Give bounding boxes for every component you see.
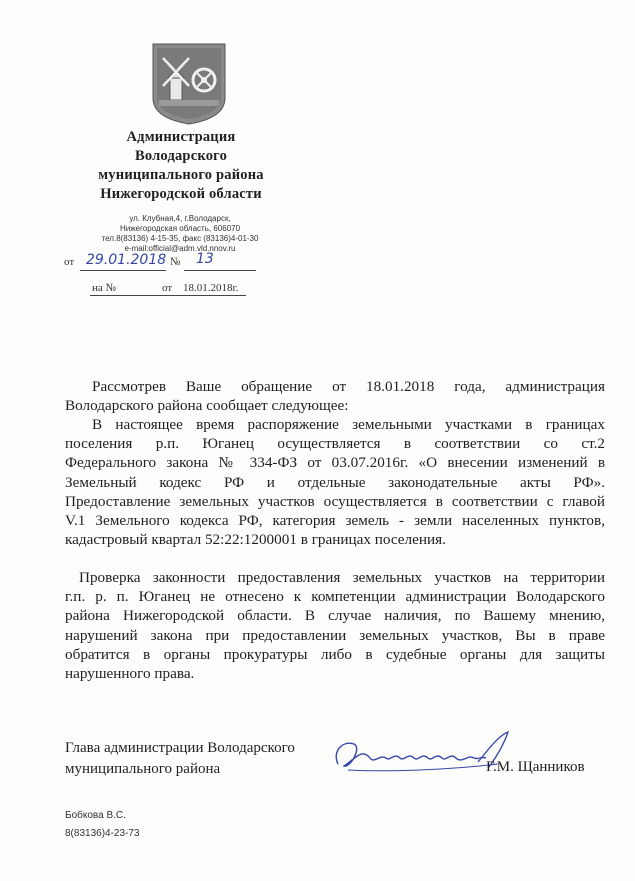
paragraph-line: Федерального закона № 334-ФЗ от 03.07.2016г. «О внесении изменений в xyxy=(65,454,605,472)
signatory-name: Г.М. Щанников xyxy=(486,759,585,775)
address-line-1: ул. Клубная,4, г.Володарск, xyxy=(129,214,231,223)
paragraph-line: района Нижегородской области. В случае наличия, по Вашему мнению, xyxy=(65,607,605,625)
paragraph-line: кадастровый квартал 52:22:1200001 в границах поселения. xyxy=(65,531,446,549)
paragraph-1 xyxy=(65,377,605,415)
org-name-line-4: Нижегородской области xyxy=(100,186,262,202)
org-name-line-1: Администрация xyxy=(126,129,236,145)
coat-of-arms-emblem xyxy=(151,42,227,126)
paragraph-line: обратится в органы прокуратуры либо в судебные органы для защиты xyxy=(65,645,605,663)
paragraph-line: поселения р.п. Юганец осуществляется в соответствии со ст.2 xyxy=(65,435,605,453)
registration-date: 29.01.2018 xyxy=(86,252,167,268)
address-line-4: e-mail:official@adm.vld.nnov.ru xyxy=(124,244,236,253)
paragraph-line: Володарского района сообщает следующее: xyxy=(65,397,349,415)
address-line-3: тел.8(83136) 4-15-35, факс (83136)4-01-30 xyxy=(101,234,259,243)
date-label: от xyxy=(64,256,75,268)
paragraph-line: г.п. р. п. Юганец не отнесено к компетенции администрации Володарского xyxy=(65,588,605,606)
address-line-2: Нижегородская область, 606070 xyxy=(119,224,241,233)
number-label: № xyxy=(170,256,181,268)
org-name-line-2: Володарского xyxy=(134,148,228,164)
paragraph-line: Проверка законности предоставления земельных участков на территории xyxy=(79,569,605,586)
reply-date: 18.01.2018г. xyxy=(183,282,239,294)
date-underline xyxy=(80,270,166,271)
reply-from-label: от xyxy=(162,282,173,294)
paragraph-2 xyxy=(65,415,605,549)
registration-number: 13 xyxy=(196,251,214,267)
signatory-position xyxy=(65,738,295,780)
signatory-position-line-1: Глава администрации Володарского xyxy=(65,740,295,756)
paragraph-line: Рассмотрев Ваше обращение от 18.01.2018 года, администрация xyxy=(92,378,605,395)
org-name-line-3: муниципального района xyxy=(98,167,264,183)
number-underline xyxy=(184,270,256,271)
paragraph-line: В настоящее время распоряжение земельными участками в границах xyxy=(92,416,605,433)
reply-underline xyxy=(90,295,246,296)
executor-phone: 8(83136)4-23-73 xyxy=(65,828,140,839)
paragraph-line: V.1 Земельного кодекса РФ, категория земель - земли населенных пунктов, xyxy=(65,512,605,530)
signatory-position-line-2: муниципального района xyxy=(65,761,221,777)
reply-number-label: на № xyxy=(92,282,117,294)
paragraph-line: нарушений закона при предоставлении земельных участков, Вы в праве xyxy=(65,626,605,644)
executor-name: Бобкова В.С. xyxy=(65,810,126,821)
paragraph-line: нарушенного права. xyxy=(65,665,195,683)
paragraph-line: Предоставление земельных участков осуществляется в соответствии с главой xyxy=(65,492,605,510)
paragraph-line: Земельный кодекс РФ и отдельные законодательные акты РФ». xyxy=(65,473,605,491)
paragraph-3 xyxy=(65,568,605,683)
